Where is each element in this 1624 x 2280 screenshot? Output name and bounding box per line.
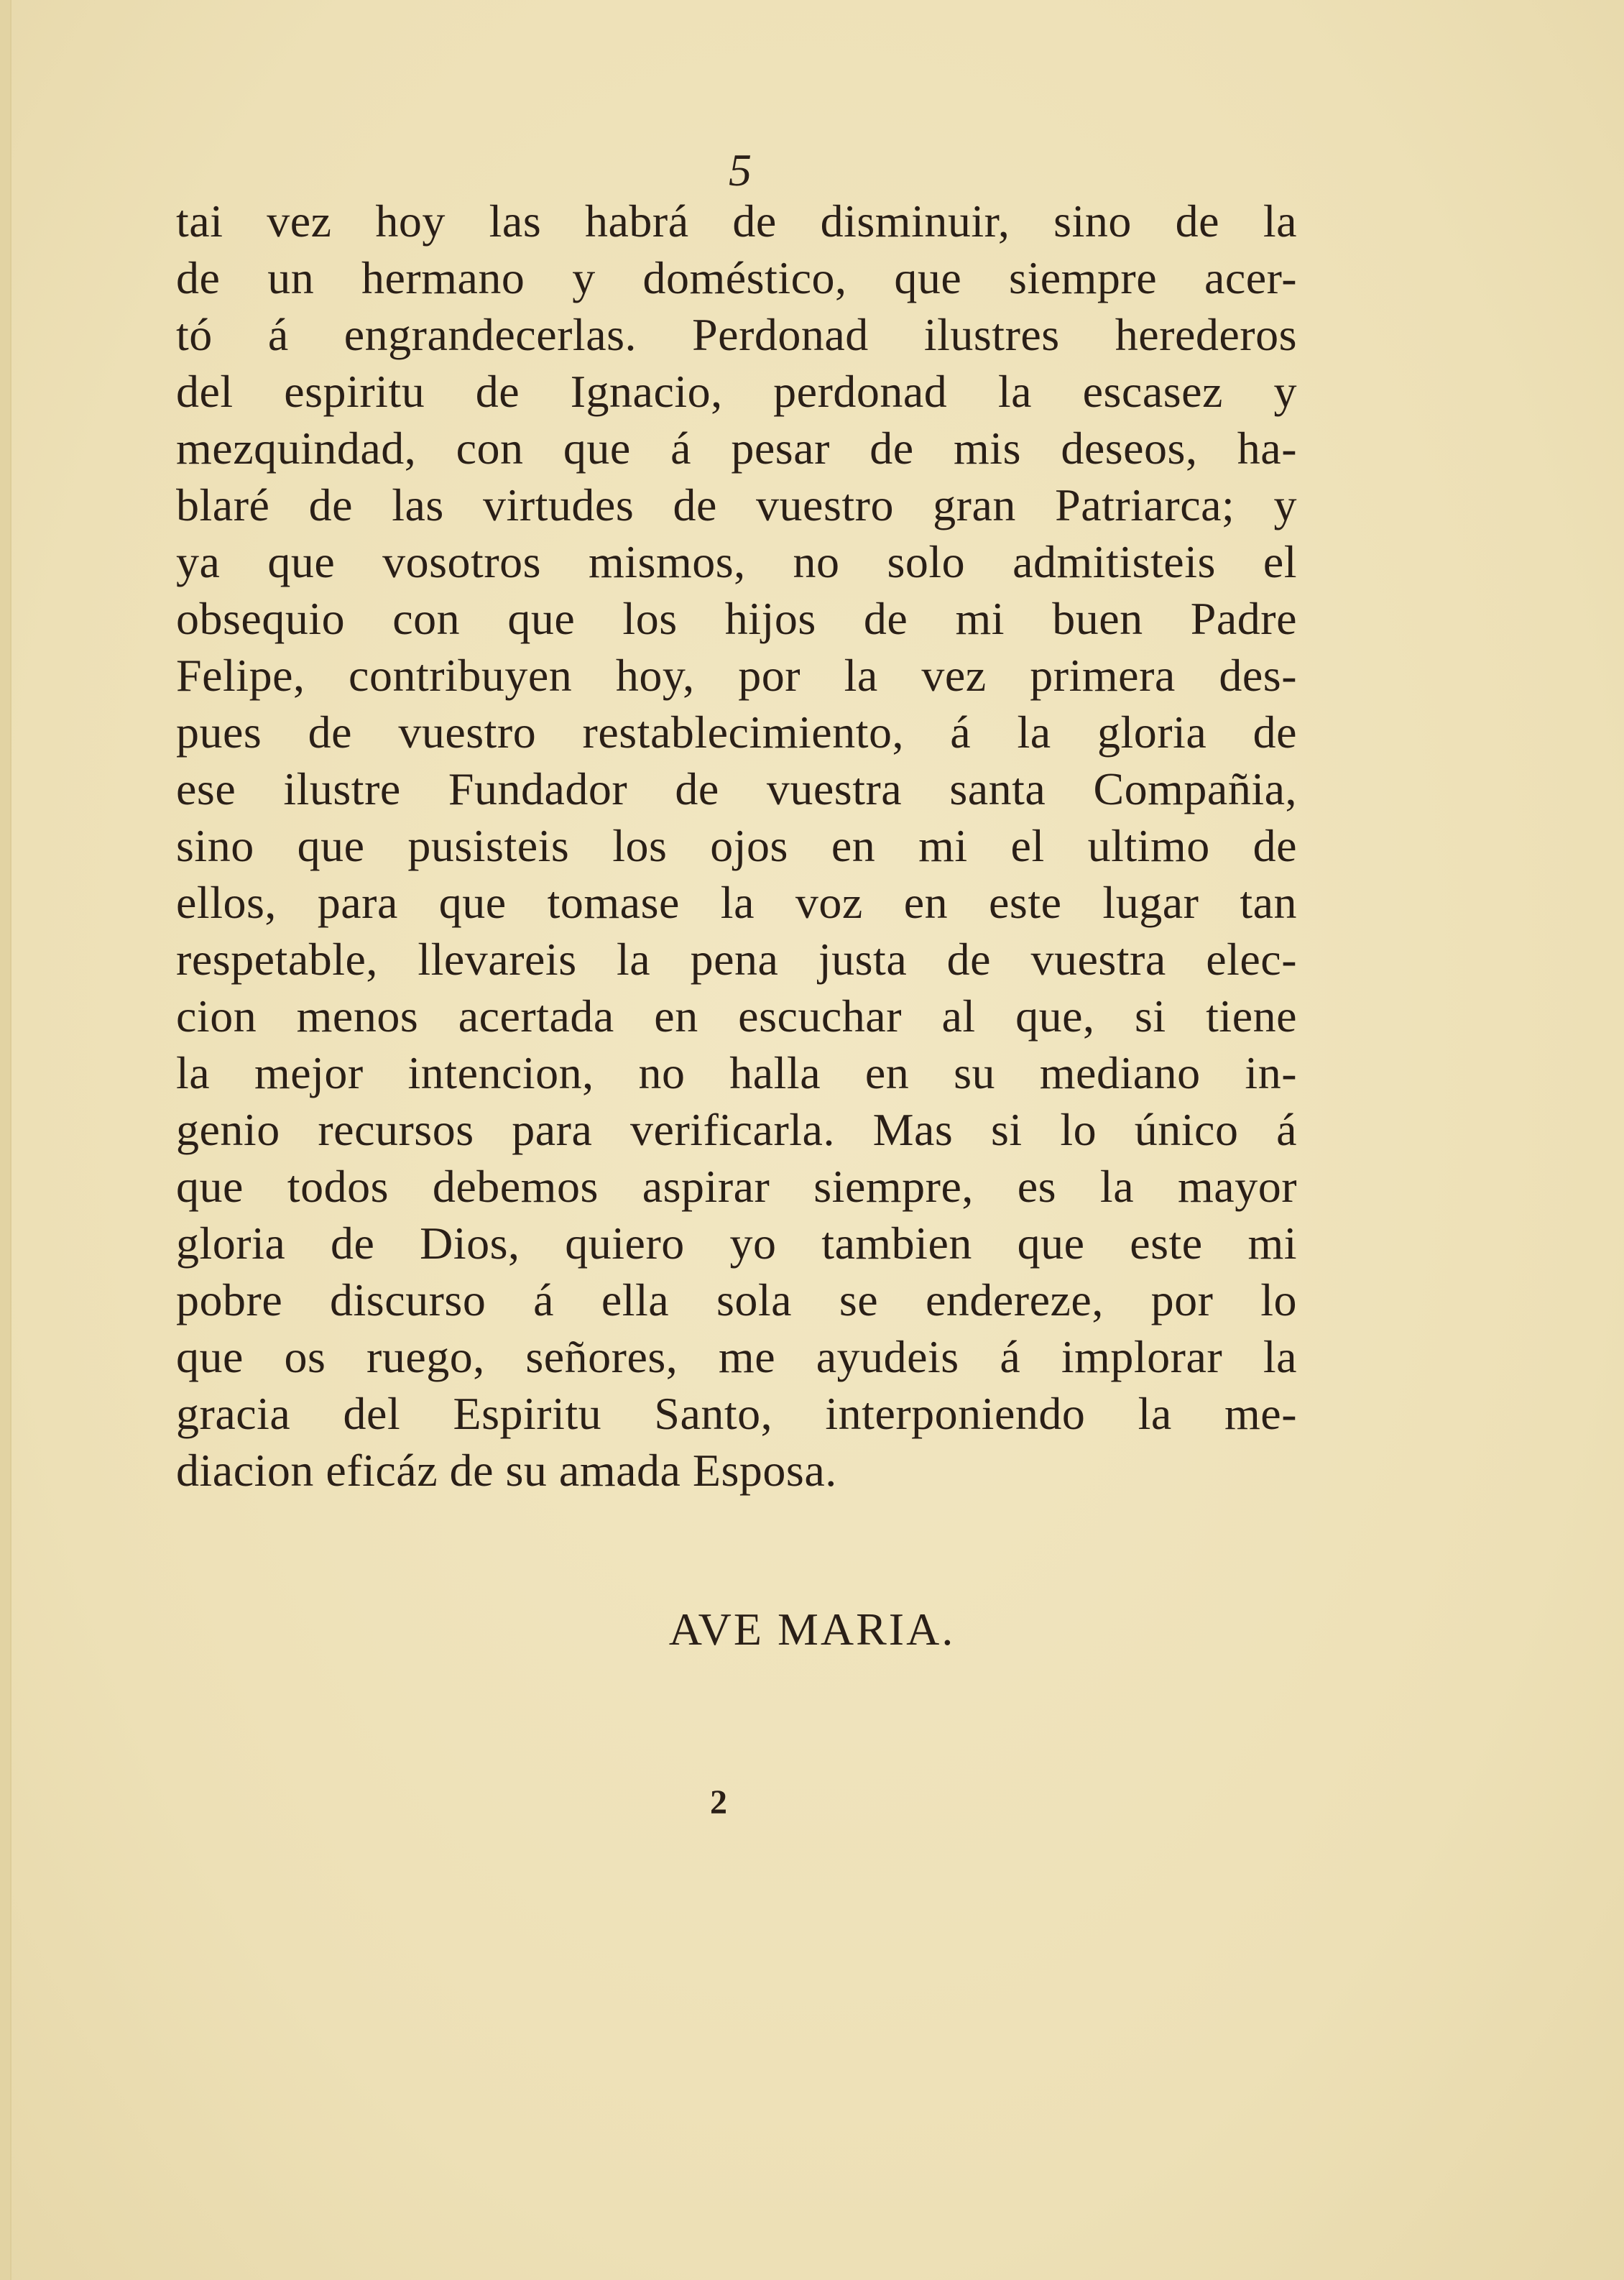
text-line: cion menos acertada en escuchar al que, si tiene (176, 990, 1297, 1042)
signature-mark: 2 (710, 1783, 727, 1821)
text-line: tai vez hoy las habrá de disminuir, sino de la (176, 196, 1297, 247)
text-line: la mejor intencion, no halla en su mediano in- (176, 1047, 1297, 1098)
text-line: pobre discurso á ella sola se endereze, por lo (176, 1274, 1297, 1325)
text-line: ese ilustre Fundador de vuestra santa Compañia, (176, 763, 1297, 814)
text-line: respetable, llevareis la pena justa de vuestra elec- (176, 934, 1297, 985)
text-line: Felipe, contribuyen hoy, por la vez primera des- (176, 650, 1297, 701)
text-line: tó á engrandecerlas. Perdonad ilustres herederos (176, 309, 1297, 360)
text-line: blaré de las virtudes de vuestro gran Patriarca; y (176, 479, 1297, 530)
text-line: ya que vosotros mismos, no solo admitisteis el (176, 536, 1297, 587)
text-line: de un hermano y doméstico, que siempre acer- (176, 252, 1297, 303)
text-line: pues de vuestro restablecimiento, á la gloria de (176, 707, 1297, 758)
text-line: sino que pusisteis los ojos en mi el ultimo de (176, 820, 1297, 871)
text-line: mezquindad, con que á pesar de mis deseos, ha- (176, 423, 1297, 474)
text-line: gracia del Espiritu Santo, interponiendo la me- (176, 1388, 1297, 1439)
text-line: que todos debemos aspirar siempre, es la mayor (176, 1161, 1297, 1212)
text-line: genio recursos para verificarla. Mas si lo único á (176, 1104, 1297, 1155)
text-line: ellos, para que tomase la voz en este lugar tan (176, 877, 1297, 928)
text-line: diacion eficáz de su amada Esposa. (176, 1445, 837, 1496)
text-line: que os ruego, señores, me ayudeis á implorar la (176, 1331, 1297, 1382)
text-line: del espiritu de Ignacio, perdonad la escasez y (176, 366, 1297, 417)
text-line: gloria de Dios, quiero yo tambien que este mi (176, 1218, 1297, 1269)
body-text (176, 193, 1297, 1499)
page-number: 5 (729, 144, 752, 196)
section-heading: AVE MARIA. (668, 1604, 956, 1655)
page-edge (0, 0, 11, 2280)
text-line: obsequio con que los hijos de mi buen Padre (176, 593, 1297, 644)
